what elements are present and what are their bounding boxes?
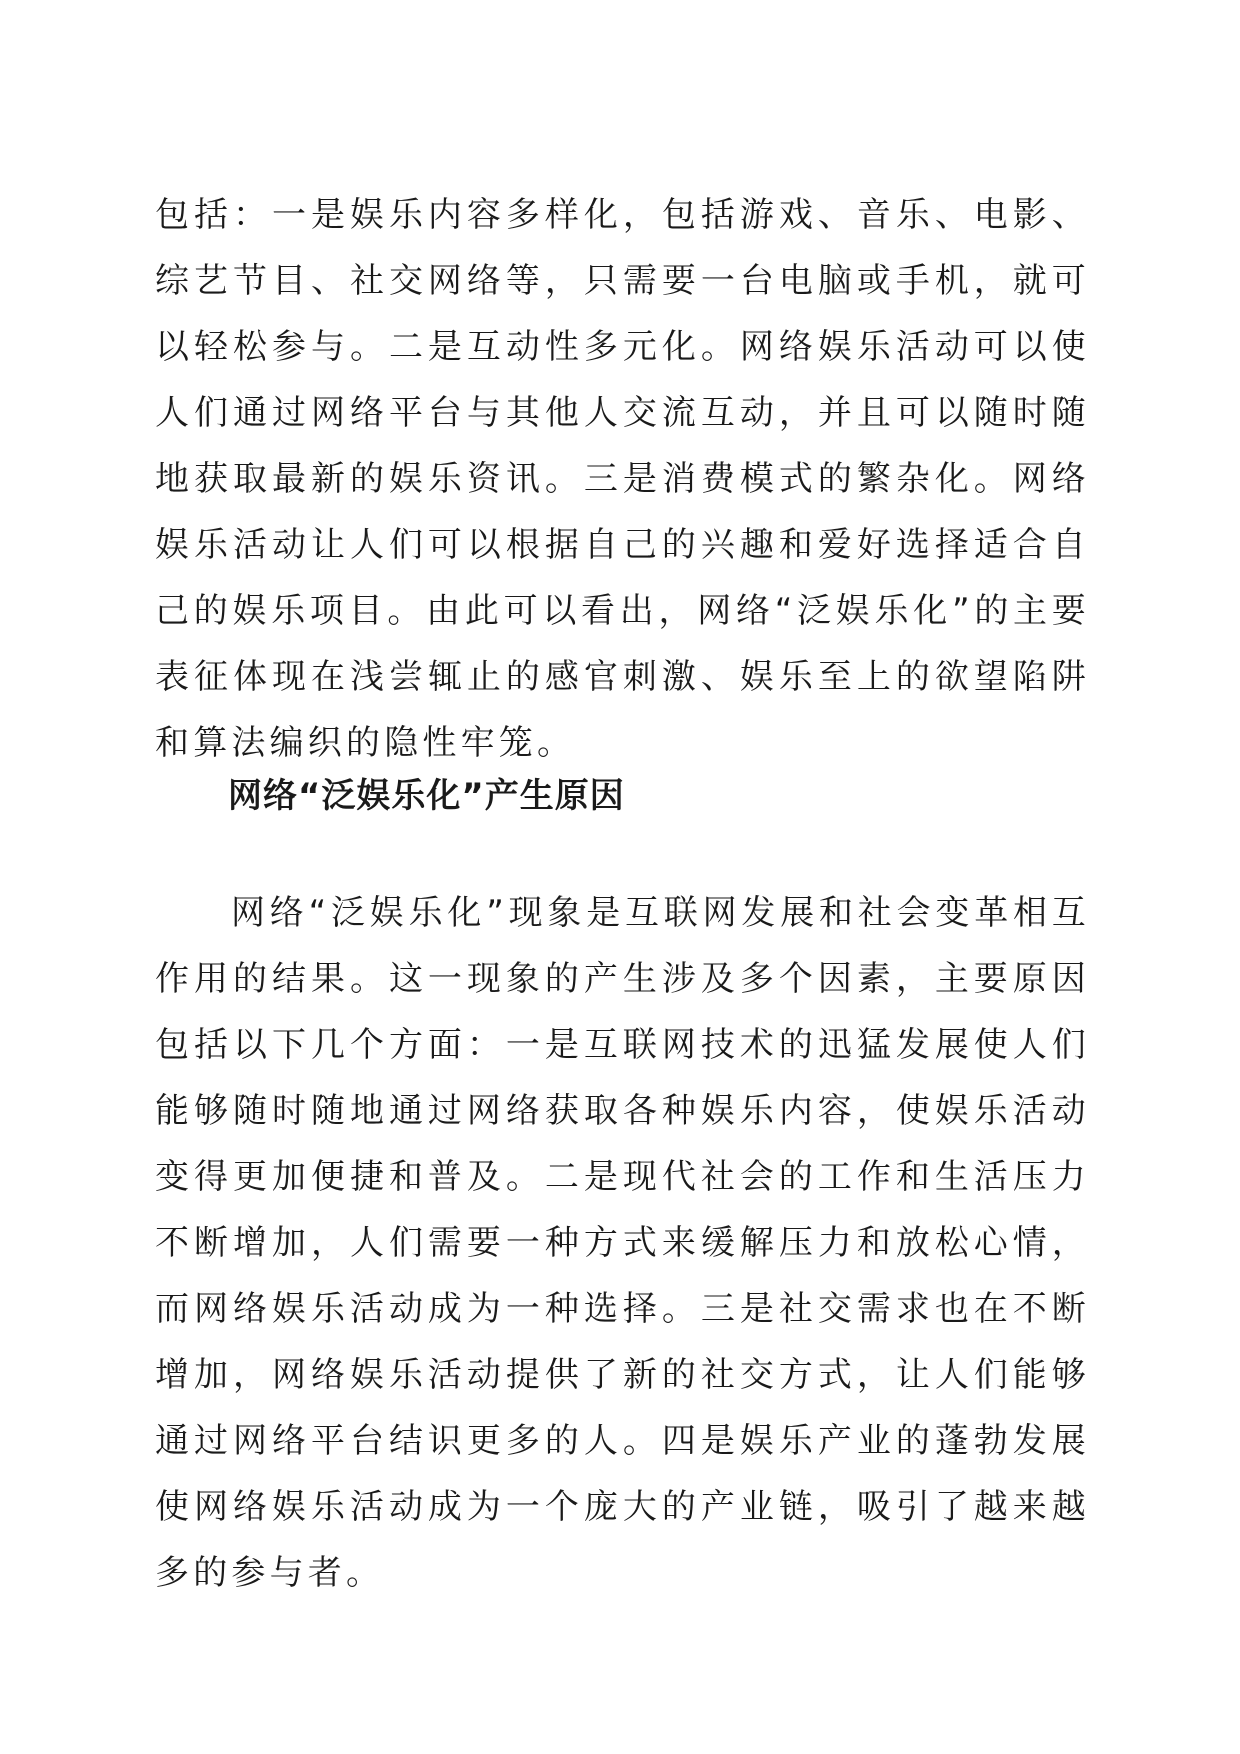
body-paragraph: 网络“泛娱乐化”现象是互联网发展和社会变革相互作用的结果。这一现象的产生涉及多个因素，主要原因包括以下几个方面：一是互联网技术的迅猛发展使人们能够随时随地通过网络获取各种娱乐内容，使娱乐活动变得更加便捷和普及。二是现代社会的工作和生活压力不断增加，人们需要一种方式来缓解压力和放松心情，而网络娱乐活动成为一种选择。三是社交需求也在不断增加，网络娱乐活动提供了新的社交方式，让人们能够通过网络平台结识更多的人。四是娱乐产业的蓬勃发展使网络娱乐活动成为一个庞大的产业链，吸引了越来越多的参与者。: [155, 893, 1090, 1593]
section-heading: 网络“泛娱乐化”产生原因: [228, 776, 625, 816]
body-paragraph-continued: 包括：一是娱乐内容多样化，包括游戏、音乐、电影、综艺节目、社交网络等，只需要一台电脑或手机，就可以轻松参与。二是互动性多元化。网络娱乐活动可以使人们通过网络平台与其他人交流互动，并且可以随时随地获取最新的娱乐资讯。三是消费模式的繁杂化。网络娱乐活动让人们可以根据自己的兴趣和爱好选择适合自己的娱乐项目。由此可以看出，网络“泛娱乐化”的主要表征体现在浅尝辄止的感官刺激、娱乐至上的欲望陷阱和算法编织的隐性牢笼。: [155, 195, 1090, 763]
